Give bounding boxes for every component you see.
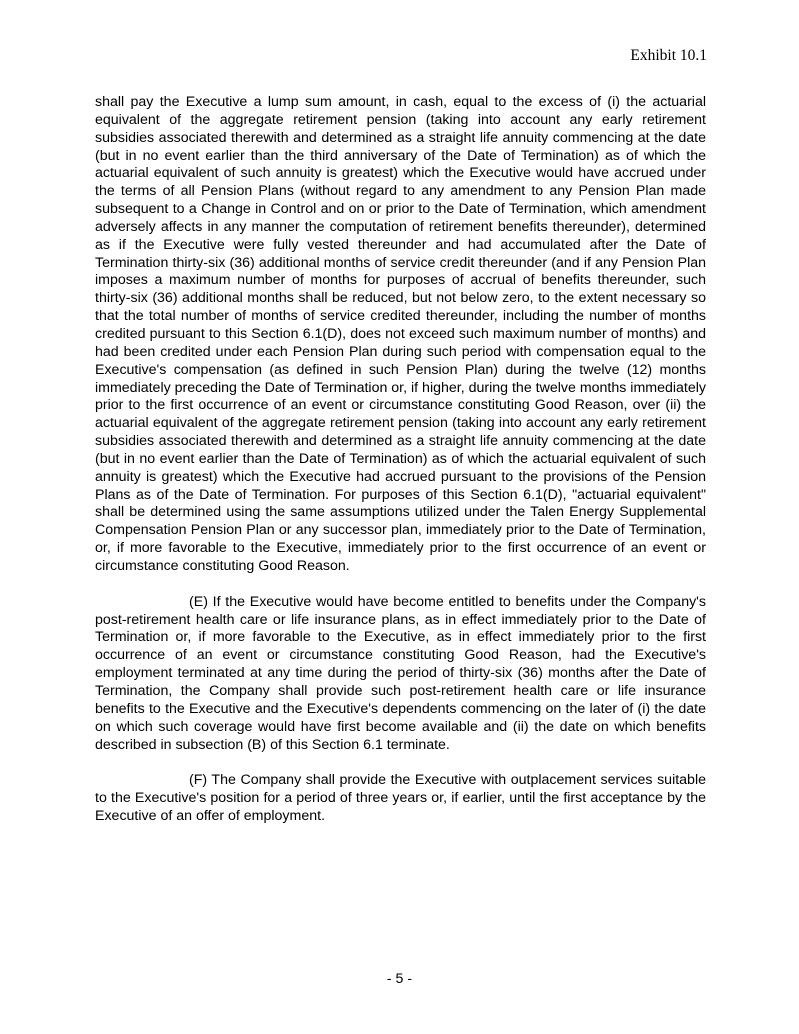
- document-body: [95, 94, 706, 844]
- paragraph-subsection-e: (E) If the Executive would have become entitled to benefits under the Company's post-retirement health care or life insurance plans, as in effect immediately prior to the Date of Termination or, if more favorable to the Executive, as in effect immediately prior to the first occurrence of an event or circumstance constituting Good Reason, had the Executive's employment terminated at any time during the period of thirty-six (36) months after the Date of Termination, the Company shall provide such post-retirement health care or life insurance benefits to the Executive and the Executive's dependents commencing on the later of (i) the date on which such coverage would have first become available and (ii) the date on which benefits described in subsection (B) of this Section 6.1 terminate.: [95, 593, 706, 753]
- page-number: - 5 -: [386, 971, 413, 987]
- exhibit-label: Exhibit 10.1: [630, 47, 707, 64]
- paragraph-subsection-f: (F) The Company shall provide the Executive with outplacement services suitable to the Executive's position for a period of three years or, if earlier, until the first acceptance by the Executive of an offer of employment.: [95, 772, 706, 825]
- paragraph-continuation: shall pay the Executive a lump sum amount, in cash, equal to the excess of (i) the actuarial equivalent of the aggregate retirement pension (taking into account any early retirement subsidies associated therewith and determined as a straight life annuity commencing at the date (but in no event earlier than the third anniversary of the Date of Termination) as of which the actuarial equivalent of such annuity is greatest) which the Executive would have accrued under the terms of all Pension Plans (without regard to any amendment to any Pension Plan made subsequent to a Change in Control and on or prior to the Date of Termination, which amendment adversely affects in any manner the computation of retirement benefits thereunder), determined as if the Executive were fully vested thereunder and had accumulated after the Date of Termination thirty-six (36) additional months of service credit thereunder (and if any Pension Plan imposes a maximum number of months for purposes of accrual of benefits thereunder, such thirty-six (36) additional months shall be reduced, but not below zero, to the extent necessary so that the total number of months of service credited thereunder, including the number of months credited pursuant to this Section 6.1(D), does not exceed such maximum number of months) and had been credited under each Pension Plan during such period with compensation equal to the Executive's compensation (as defined in such Pension Plan) during the twelve (12) months immediately preceding the Date of Termination or, if higher, during the twelve months immediately prior to the first occurrence of an event or circumstance constituting Good Reason, over (ii) the actuarial equivalent of the aggregate retirement pension (taking into account any early retirement subsidies associated therewith and determined as a straight life annuity commencing at the date (but in no event earlier than the Date of Termination) as of which the actuarial equivalent of such annuity is greatest) which the Executive had accrued pursuant to the provisions of the Pension Plans as of the Date of Termination. For purposes of this Section 6.1(D), "actuarial equivalent" shall be determined using the same assumptions utilized under the Talen Energy Supplemental Compensation Pension Plan or any successor plan, immediately prior to the Date of Termination, or, if more favorable to the Executive, immediately prior to the first occurrence of an event or circumstance constituting Good Reason.: [95, 94, 706, 574]
